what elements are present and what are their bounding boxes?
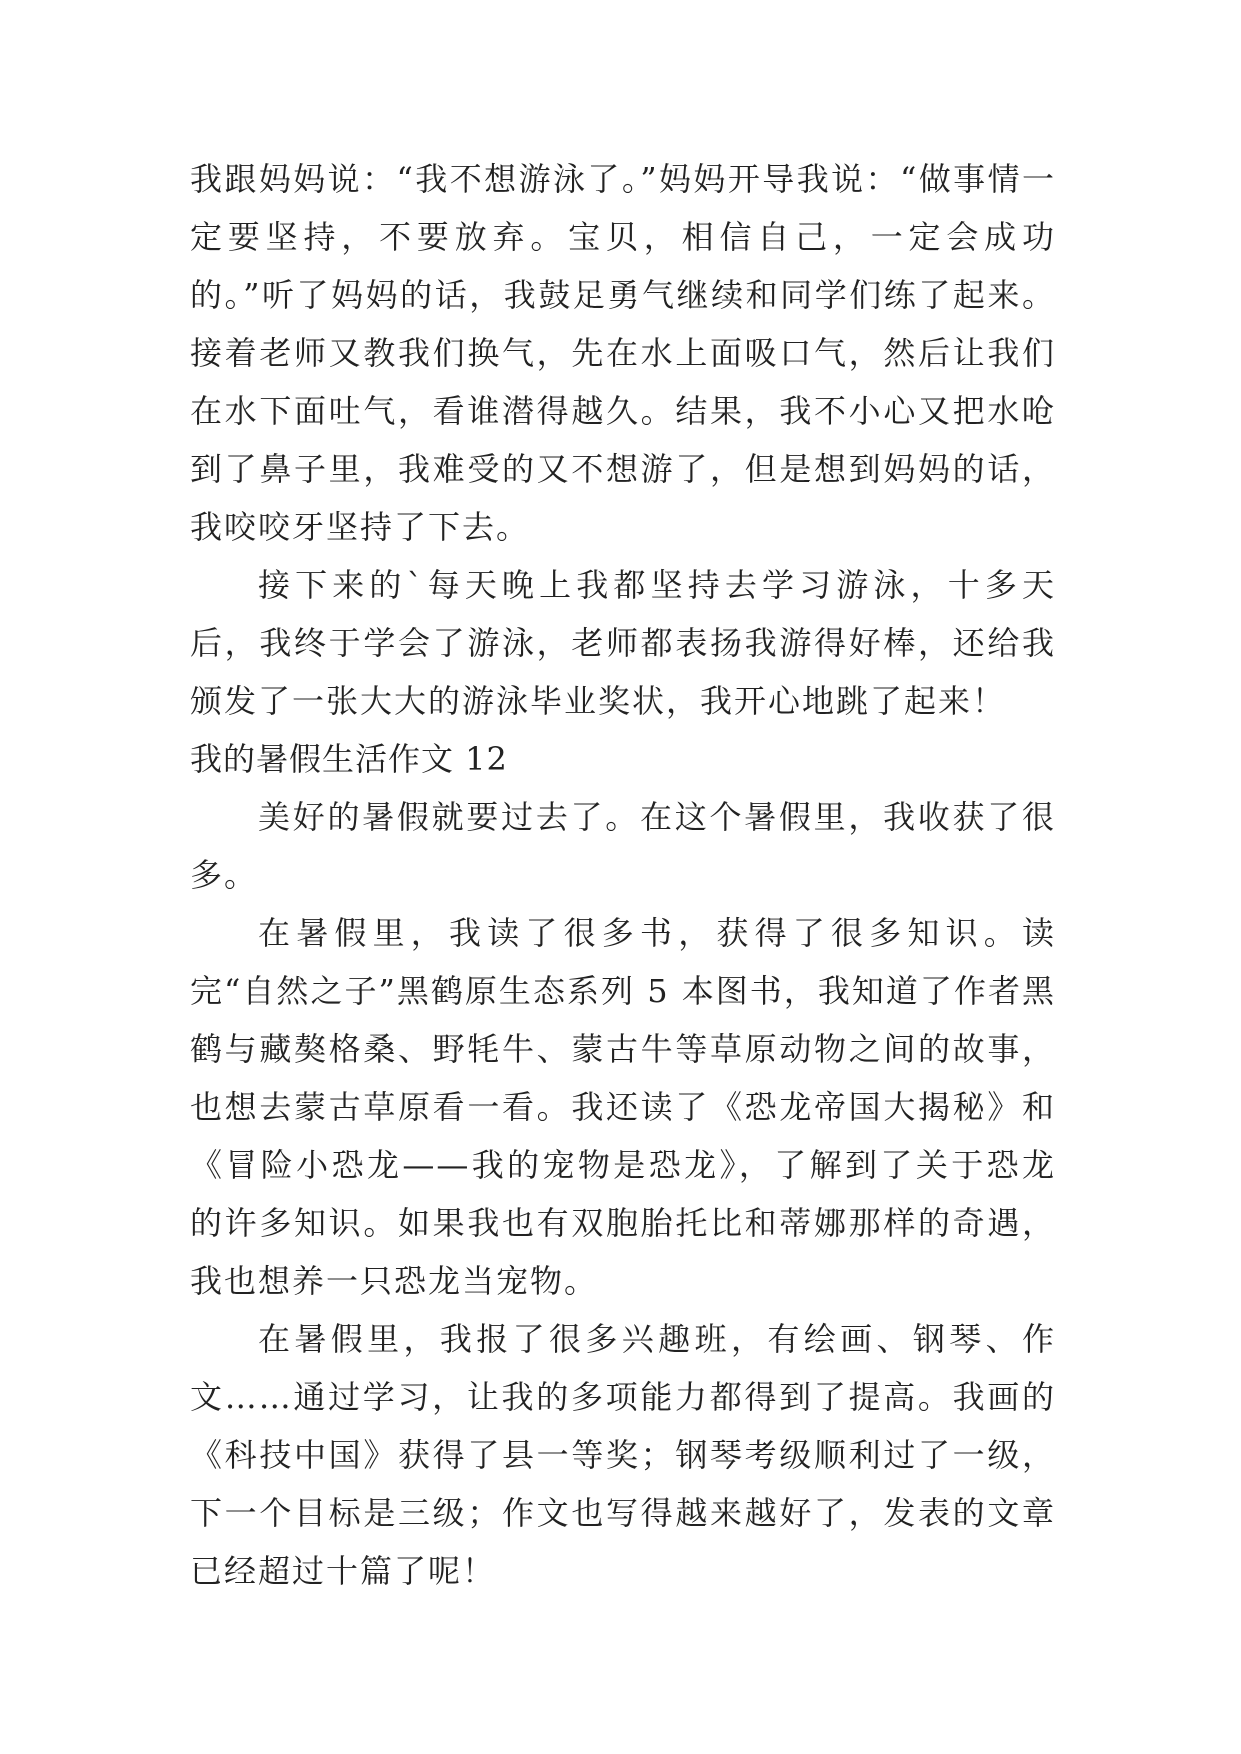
document-body bbox=[190, 150, 1056, 1600]
paragraph-2: 接下来的`每天晚上我都坚持去学习游泳，十多天后，我终于学会了游泳，老师都表扬我游得好棒，还给我颁发了一张大大的游泳毕业奖状，我开心地跳了起来！ bbox=[190, 566, 1056, 720]
paragraph-5: 在暑假里，我报了很多兴趣班，有绘画、钢琴、作文……通过学习，让我的多项能力都得到了提高。我画的《科技中国》获得了县一等奖；钢琴考级顺利过了一级，下一个目标是三级；作文也写得越来越好了，发表的文章已经超过十篇了呢！ bbox=[190, 1320, 1056, 1590]
paragraph-4: 在暑假里，我读了很多书，获得了很多知识。读完“自然之子”黑鹤原生态系列 5 本图书，我知道了作者黑鹤与藏獒格桑、野牦牛、蒙古牛等草原动物之间的故事，也想去蒙古草原看一看。我还读了《恐龙帝国大揭秘》和《冒险小恐龙——我的宠物是恐龙》，了解到了关于恐龙的许多知识。如果我也有双胞胎托比和蒂娜那样的奇遇，我也想养一只恐龙当宠物。 bbox=[190, 914, 1056, 1300]
paragraph-1: 我跟妈妈说：“我不想游泳了。”妈妈开导我说：“做事情一定要坚持，不要放弃。宝贝，相信自己，一定会成功的。”听了妈妈的话，我鼓足勇气继续和同学们练了起来。接着老师又教我们换气，先在水上面吸口气，然后让我们在水下面吐气，看谁潜得越久。结果，我不小心又把水呛到了鼻子里，我难受的又不想游了，但是想到妈妈的话，我咬咬牙坚持了下去。 bbox=[190, 160, 1056, 546]
essay-heading: 我的暑假生活作文 12 bbox=[190, 740, 508, 778]
paragraph-3: 美好的暑假就要过去了。在这个暑假里，我收获了很多。 bbox=[190, 798, 1056, 894]
